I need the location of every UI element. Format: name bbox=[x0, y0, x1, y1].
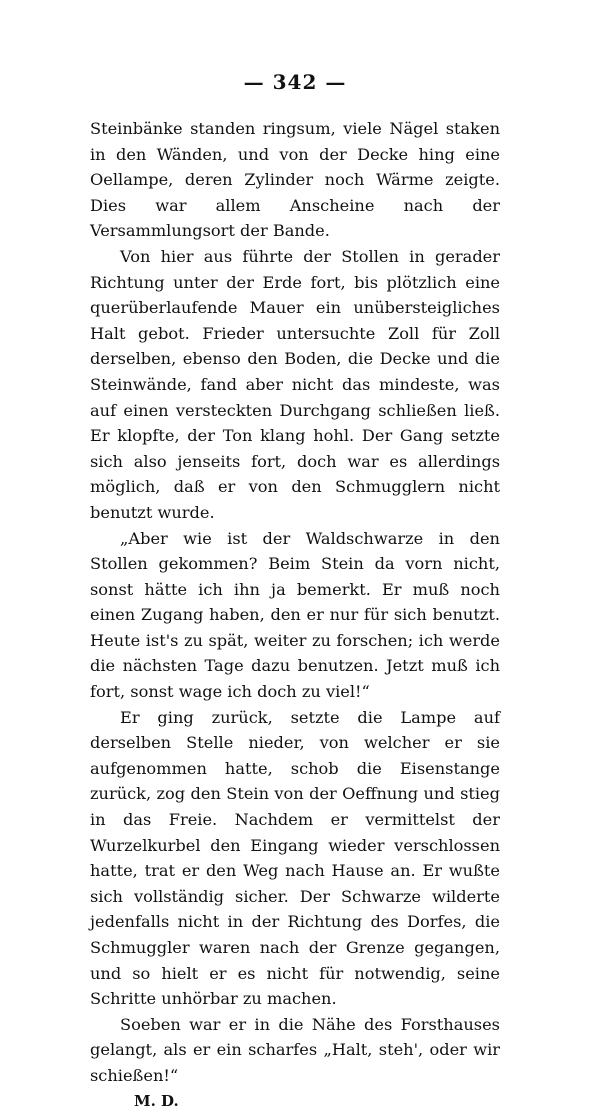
page-number: — 342 — bbox=[243, 70, 347, 94]
body-text bbox=[90, 116, 500, 1114]
paragraph-4: Er ging zurück, setzte die Lampe auf derselben Stelle nieder, von welcher er sie aufgenommen hatte, schob die Eisenstange zurück, zog den Stein von der Oeffnung und stieg in das Freie. Nachdem er vermittelst der Wurzelkurbel den Eingang wieder verschlossen hatte, trat er den Weg nach Hause an. Er wußte sich vollständig sicher. Der Schwarze wilderte jedenfalls nicht in der Richtung des Dorfes, die Schmuggler waren nach der Grenze gegangen, und so hielt er es nicht für notwendig, seine Schritte unhörbar zu machen. bbox=[90, 707, 500, 1009]
paragraph-1: Steinbänke standen ringsum, viele Nägel staken in den Wänden, und von der Decke hing eine Oellampe, deren Zylinder noch Wärme zeigte. Dies war allem Anscheine nach der Versammlungsort der Bande. bbox=[90, 119, 500, 241]
paragraph-3: „Aber wie ist der Waldschwarze in den Stollen gekommen? Beim Stein da vorn nicht, sonst hätte ich ihn ja bemerkt. Er muß noch einen Zugang haben, den er nur für sich benutzt. Heute ist's zu spät, weiter zu forschen; ich werde die nächsten Tage dazu benutzen. Jetzt muß ich fort, sonst wage ich doch zu viel!“ bbox=[90, 528, 500, 702]
signature: M. D. bbox=[134, 1091, 179, 1110]
paragraph-5: Soeben war er in die Nähe des Forsthauses gelangt, als er ein scharfes „Halt, steh', oder wir schießen!“ bbox=[90, 1014, 500, 1085]
paragraph-2: Von hier aus führte der Stollen in gerader Richtung unter der Erde fort, bis plötzlich eine querüberlaufende Mauer ein unübersteigliches Halt gebot. Frieder untersuchte Zoll für Zoll derselben, ebenso den Boden, die Decke und die Steinwände, fand aber nicht das mindeste, was auf einen versteckten Durchgang schließen ließ. Er klopfte, der Ton klang hohl. Der Gang setzte sich also jenseits fort, doch war es allerdings möglich, daß er von den Schmugglern nicht benutzt wurde. bbox=[90, 246, 500, 522]
